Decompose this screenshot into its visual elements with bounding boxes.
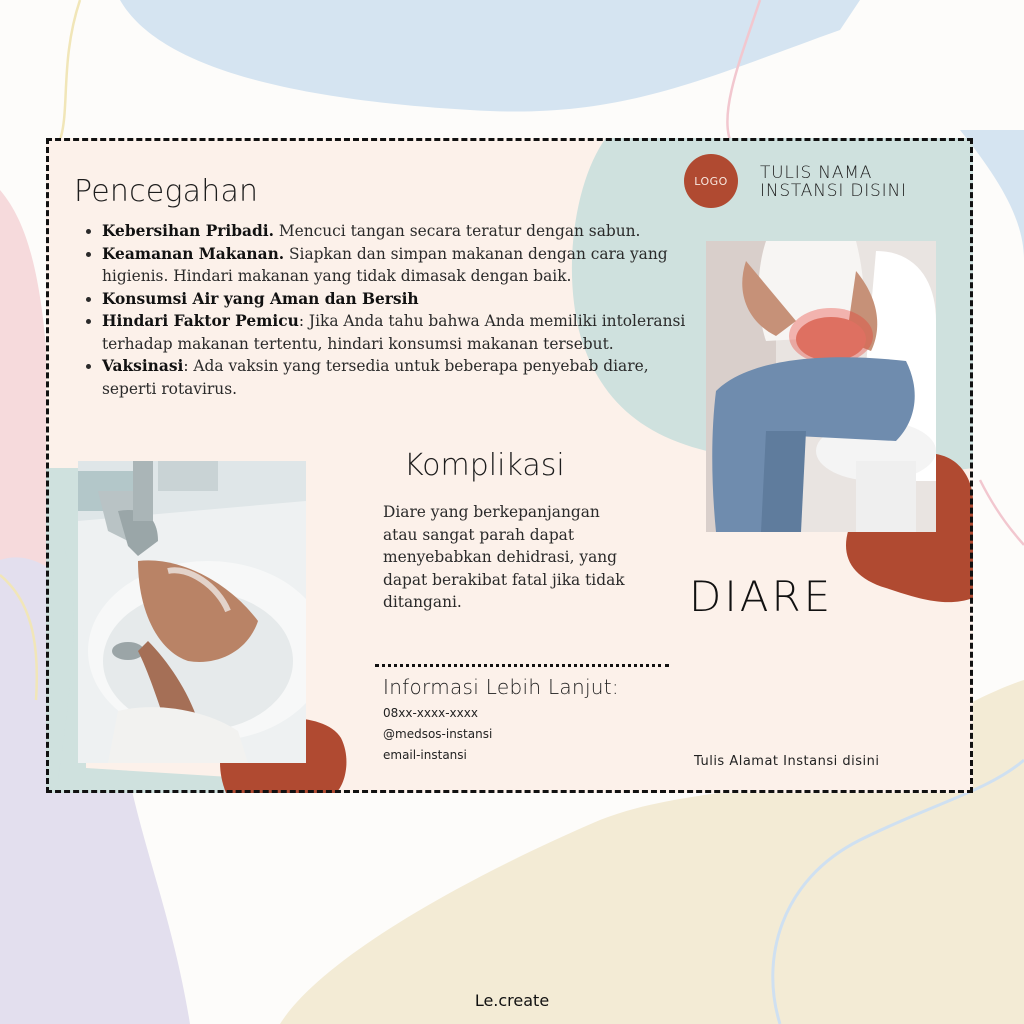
info-phone: 08xx-xxxx-xxxx: [383, 706, 478, 720]
info-social: @medsos-instansi: [383, 727, 493, 741]
stomach-ache-photo: [706, 241, 936, 532]
prevention-title: Pencegahan: [74, 174, 259, 209]
hand-washing-photo: [78, 461, 306, 763]
list-item-heading: Vaksinasi: [102, 357, 184, 375]
institution-address: Tulis Alamat Instansi disini: [694, 754, 880, 769]
prevention-list: [74, 220, 702, 400]
list-item: [102, 355, 702, 400]
logo-badge: LOGO: [684, 154, 738, 208]
list-item-text: Mencuci tangan secara teratur dengan sabun.: [273, 222, 641, 240]
brochure-panel: [46, 138, 973, 793]
list-item-heading: Keamanan Makanan.: [102, 244, 285, 263]
complication-text: Diare yang berkepanjangan atau sangat parah dapat menyebabkan dehidrasi, yang dapat berakibat fatal jika tidak ditangani.: [383, 503, 625, 611]
list-item-heading: Kebersihan Pribadi.: [102, 222, 274, 240]
list-item-text: Siapkan dan simpan makanan dengan cara yang higienis. Hindari makanan yang tidak dimasak dengan baik.: [102, 244, 668, 285]
list-item: [102, 243, 702, 288]
list-item-text: : Jika Anda tahu bahwa Anda memiliki intoleransi terhadap makanan tertentu, hindari konsumsi makanan tersebut.: [102, 312, 686, 353]
list-item-heading: Hindari Faktor Pemicu: [102, 312, 299, 330]
list-item-heading: Konsumsi Air yang Aman dan Bersih: [102, 289, 419, 308]
institution-name: TULIS NAMA INSTANSI DISINI: [760, 163, 907, 201]
info-title: Informasi Lebih Lanjut:: [383, 675, 619, 699]
info-email: email-instansi: [383, 748, 467, 762]
list-item: [102, 220, 702, 243]
list-item: [102, 288, 702, 311]
creator-credit: Le.create: [474, 991, 550, 1010]
complication-title: Komplikasi: [404, 448, 565, 483]
section-divider: [375, 664, 669, 667]
list-item: [102, 310, 702, 355]
cover-title: DIARE: [689, 572, 834, 621]
list-item-text: : Ada vaksin yang tersedia untuk beberapa penyebab diare, seperti rotavirus.: [102, 357, 649, 398]
